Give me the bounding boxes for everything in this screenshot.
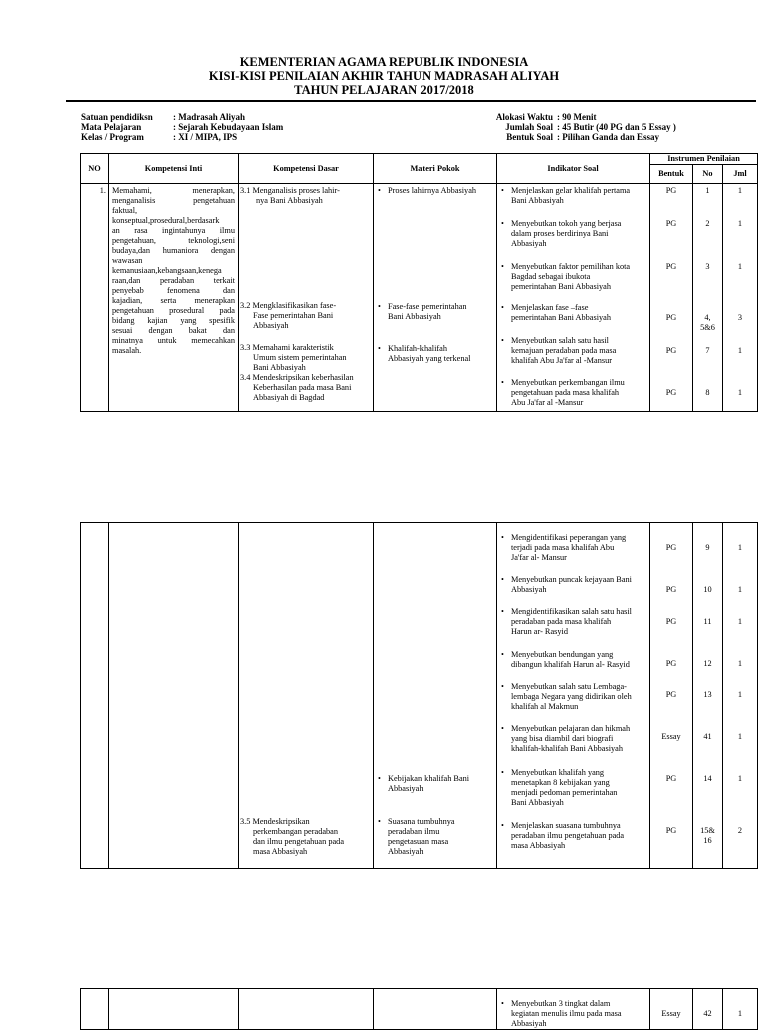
indikator-item: • Menyebutkan perkembangan ilmu pengetahuan pada masa khalifah Abu Ja'far al -Mansur [501,378,651,408]
kd-item: 3.1 Menganalisis proses lahir- nya Bani Abbasiyah [240,186,340,205]
nomor-cell [693,184,723,412]
kd-cell [239,523,374,869]
meta-value: : Madrasah Aliyah [173,112,246,122]
bentuk-value: PG [665,617,677,626]
nomor-value: 7 [705,346,710,355]
ki-cell [109,184,239,412]
col-header-ki: Kompetensi Inti [109,154,239,184]
indikator-item: • Menjelaskan gelar khalifah pertama Bani Abbasiyah [501,186,651,206]
bentuk-value: PG [665,313,677,322]
materi-cell [374,989,497,1030]
meta-right-labels [460,112,553,142]
jml-cell [723,184,758,412]
indikator-item: • Menyebutkan tokoh yang berjasa dalam proses berdirinya Bani Abbasiyah [501,219,651,249]
bentuk-cell [650,184,693,412]
jml-value: 1 [737,219,743,228]
indikator-item: • Menyebutkan puncak kejayaan Bani Abbasiyah [501,575,651,595]
nomor-value: 4, 5&6 [700,313,715,332]
bentuk-value: PG [665,585,677,594]
jml-value: 3 [737,313,743,322]
jml-value: 1 [737,585,743,594]
jml-cell [723,989,758,1030]
nomor-value: 11 [703,617,712,626]
bentuk-value: Essay [661,732,681,741]
jml-value: 1 [737,659,743,668]
bentuk-value: PG [665,826,677,835]
jml-value: 1 [737,262,743,271]
meta-value: : 90 Menit [557,112,597,122]
row-number-cell [81,989,109,1030]
jml-value: 1 [737,186,743,195]
bentuk-value: PG [665,543,677,552]
nomor-value: 41 [703,732,712,741]
meta-value: : 45 Butir (40 PG dan 5 Essay ) [557,122,676,132]
bentuk-value: Essay [661,1009,681,1018]
grid-table-2 [80,522,758,869]
ki-text: Memahami, menerapkan, menganalisis pengetahuan faktual, konseptual,prosedural,berdasark an rasa ingintahunya ilmu pengetahuan, teknologi,seni budaya,dan humaniora dengan wawasan kemanusiaan,kebangsaan,kenega raan,dan peradaban terkait penyebab fenomena dan kajadian, serta menerapkan pengetahuan prosedural pada bidang kajian yang spesifik sesuai dengan bakat dan minatnya untuk memecahkan masalah. [112,186,235,355]
nomor-value: 42 [703,1009,712,1018]
indikator-cell [497,184,650,412]
indikator-cell [497,989,650,1030]
bentuk-value: PG [665,346,677,355]
bentuk-value: PG [665,219,677,228]
meta-label: Satuan pendidiksn [81,112,153,122]
jml-value: 1 [737,690,743,699]
meta-label: Kelas / Program [81,132,144,142]
header-rule [66,100,756,102]
nomor-cell [693,523,723,869]
doc-title-line1: KEMENTERIAN AGAMA REPUBLIK INDONESIA [239,55,529,69]
bentuk-value: PG [665,774,677,783]
materi-item: • Proses lahirnya Abbasiyah [378,186,500,196]
meta-right-values [557,112,676,142]
doc-title-line2: KISI-KISI PENILAIAN AKHIR TAHUN MADRASAH ALIYAH [208,69,560,83]
bentuk-value: PG [665,659,677,668]
jml-value: 1 [737,346,743,355]
doc-title-line3: TAHUN PELAJARAN 2017/2018 [294,83,474,97]
col-header-indikator: Indikator Soal [497,154,650,184]
meta-left-labels [81,112,153,142]
indikator-item: • Mengidentifikasi peperangan yang terjadi pada masa khalifah Abu Ja'far al- Mansur [501,533,651,563]
nomor-value: 10 [703,585,712,594]
nomor-value: 3 [705,262,710,271]
meta-label: Alokasi Waktu [495,112,553,122]
grid-table-1 [80,153,758,412]
indikator-cell [497,523,650,869]
materi-item: • Suasana tumbuhnya peradaban ilmu pengetasuan masa Abbasiyah [378,817,500,857]
indikator-item: • Menyebutkan salah satu hasil kemajuan peradaban pada masa khalifah Abu Ja'far al -Mansur [501,336,651,366]
kd-item: 3.3 Memahami karakteristik Umum sistem pemerintahan Bani Abbasiyah [240,343,347,372]
col-header-bentuk: Bentuk [650,165,693,184]
col-header-instrumen: Instrumen Penilaian [650,154,758,165]
materi-cell [374,184,497,412]
meta-left-values [173,112,283,142]
jml-value: 1 [737,388,743,397]
meta-label: Mata Pelajaran [81,122,142,132]
indikator-item: • Menjelaskan suasana tumbuhnya peradaban ilmu pengetahuan pada masa Abbasiyah [501,821,651,851]
kd-item: 3.5 Mendeskripsikan perkembangan peradaban dan ilmu pengetahuan pada masa Abbasiyah [240,817,345,856]
row-number-cell [81,523,109,869]
nomor-value: 14 [703,774,712,783]
nomor-value: 1 [705,186,710,195]
kd-item: 3.2 Mengklasifikasikan fase- Fase pemerintahan Bani Abbasiyah [240,301,337,330]
bentuk-cell [650,523,693,869]
indikator-item: • Menyebutkan faktor pemilihan kota Bagdad sebagai ibukota pemerintahan Bani Abbasiyah [501,262,651,292]
materi-item: • Khalifah-khalifah Abbasiyah yang terkenal [378,344,500,364]
nomor-value: 9 [705,543,710,552]
bentuk-value: PG [665,262,677,271]
kd-cell [239,184,374,412]
jml-value: 1 [737,732,743,741]
ki-cell [109,523,239,869]
nomor-cell [693,989,723,1030]
indikator-item: • Menyebutkan 3 tingkat dalam kegiatan menulis ilmu pada masa Abbasiyah [501,999,651,1029]
indikator-item: • Mengidentifikasikan salah satu hasil peradaban pada masa khalifah Harun ar- Rasyid [501,607,651,637]
meta-value: : Sejarah Kebudayaan Islam [173,122,284,132]
indikator-item: • Menyebutkan pelajaran dan hikmah yang bisa diambil dari biografi khalifah-khalifah Bani Abbasiyah [501,724,651,754]
indikator-item: • Menyebutkan khalifah yang menetapkan 8 kebijakan yang menjadi pedoman pemerintahan Bani Abbasiyah [501,768,651,808]
meta-value: : Pilihan Ganda dan Essay [557,132,660,142]
materi-item: • Fase-fase pemerintahan Bani Abbasiyah [378,302,500,322]
col-header-nomor: No [693,165,723,184]
col-header-materi: Materi Pokok [374,154,497,184]
nomor-value: 2 [705,219,710,228]
meta-label: Jumlah Soal [505,122,553,132]
jml-value: 1 [737,617,743,626]
jml-value: 1 [737,774,743,783]
nomor-value: 12 [703,659,712,668]
nomor-value: 15& 16 [700,826,715,845]
jml-value: 2 [737,826,743,835]
meta-label: Bentuk Soal [506,132,553,142]
row-number: 1. [99,186,106,195]
bentuk-cell [650,989,693,1030]
indikator-item: • Menjelaskan fase –fase pemerintahan Bani Abbasiyah [501,303,651,323]
bentuk-value: PG [665,690,677,699]
nomor-value: 13 [703,690,712,699]
nomor-value: 8 [705,388,710,397]
ki-cell [109,989,239,1030]
row-number-cell [81,184,109,412]
kd-item: 3.4 Mendeskripsikan keberhasilan Keberhasilan pada masa Bani Abbasiyah di Bagdad [240,373,354,402]
bentuk-value: PG [665,388,677,397]
meta-value: : XI / MIPA, IPS [173,132,238,142]
col-header-jml: Jml [723,165,758,184]
kd-cell [239,989,374,1030]
jml-cell [723,523,758,869]
indikator-item: • Menyebutkan salah satu Lembaga- lembaga Negara yang didirikan oleh khalifah al Makmun [501,682,651,712]
materi-cell [374,523,497,869]
indikator-item: • Menyebutkan bendungan yang dibangun khalifah Harun al- Rasyid [501,650,651,670]
jml-value: 1 [737,1009,743,1018]
materi-item: • Kebijakan khalifah Bani Abbasiyah [378,774,500,794]
jml-value: 1 [737,543,743,552]
col-header-no: NO [81,154,109,184]
col-header-kd: Kompetensi Dasar [239,154,374,184]
bentuk-value: PG [665,186,677,195]
